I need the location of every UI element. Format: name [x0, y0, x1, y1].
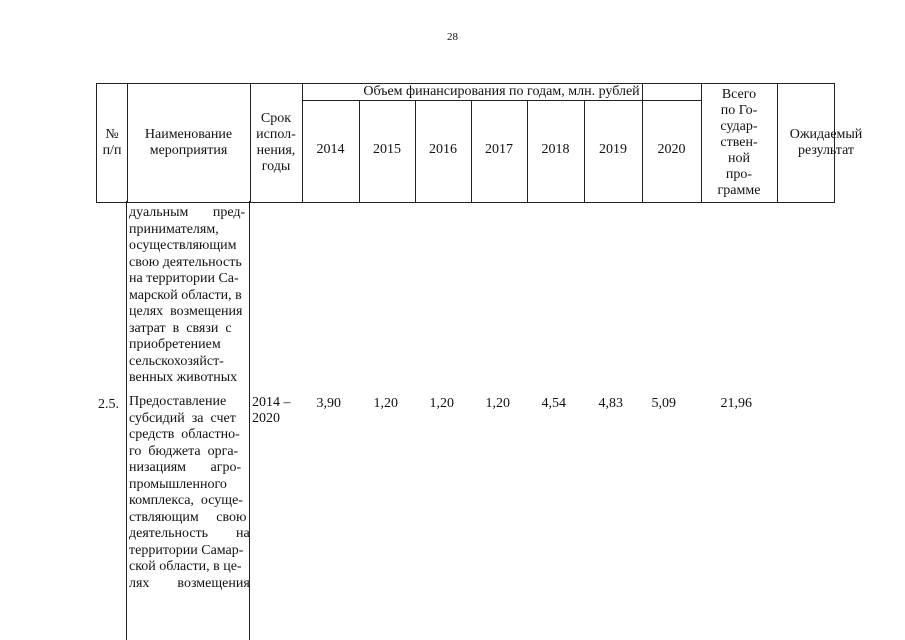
value-2015: 1,20 — [373, 396, 398, 411]
table-header — [96, 83, 863, 203]
header-year-2015: 2015 — [373, 142, 401, 157]
value-2017: 1,20 — [485, 396, 510, 411]
value-2016: 1,20 — [429, 396, 454, 411]
header-num: № п/п — [102, 127, 122, 158]
row-term: 2014 – 2020 — [252, 395, 291, 426]
header-funding-title: Объем финансирования по годам, млн. рублей — [363, 84, 640, 99]
value-2020: 5,09 — [651, 396, 676, 411]
header-year-2016: 2016 — [429, 142, 457, 157]
header-name: Наименование мероприятия — [144, 127, 233, 158]
value-2018: 4,54 — [541, 396, 566, 411]
header-total: Всего по Го- судар- ствен- ной про- грамме — [717, 87, 761, 198]
header-year-2020: 2020 — [657, 142, 686, 157]
row-name: Предоставление субсидий за счет средств областно- го бюджета орга- низациям агро- промышленного комплекса, осуще- ствляющим свою деятельность на территории Самар- ской области, в це- лях возмещения — [129, 394, 250, 591]
header-result: Ожидаемый результат — [789, 127, 863, 158]
value-2019: 4,83 — [598, 396, 623, 411]
body-column-rule — [249, 201, 250, 640]
page-number: 28 — [447, 31, 458, 43]
value-2014: 3,90 — [316, 396, 341, 411]
header-year-2018: 2018 — [541, 142, 570, 157]
continuation-text: дуальным пред- принимателям, осуществляющим свою деятельность на территории Са- марской области, в целях возмещения затрат в связи с приобретением сельскохозяйст- венных животных — [129, 205, 246, 385]
header-year-2017: 2017 — [485, 142, 513, 157]
header-year-2019: 2019 — [599, 142, 627, 157]
body-column-rule — [126, 201, 127, 640]
value-total: 21,96 — [720, 396, 752, 411]
header-year-2014: 2014 — [316, 142, 345, 157]
row-number: 2.5. — [98, 397, 119, 412]
header-term: Срок испол- нения, годы — [256, 111, 296, 174]
